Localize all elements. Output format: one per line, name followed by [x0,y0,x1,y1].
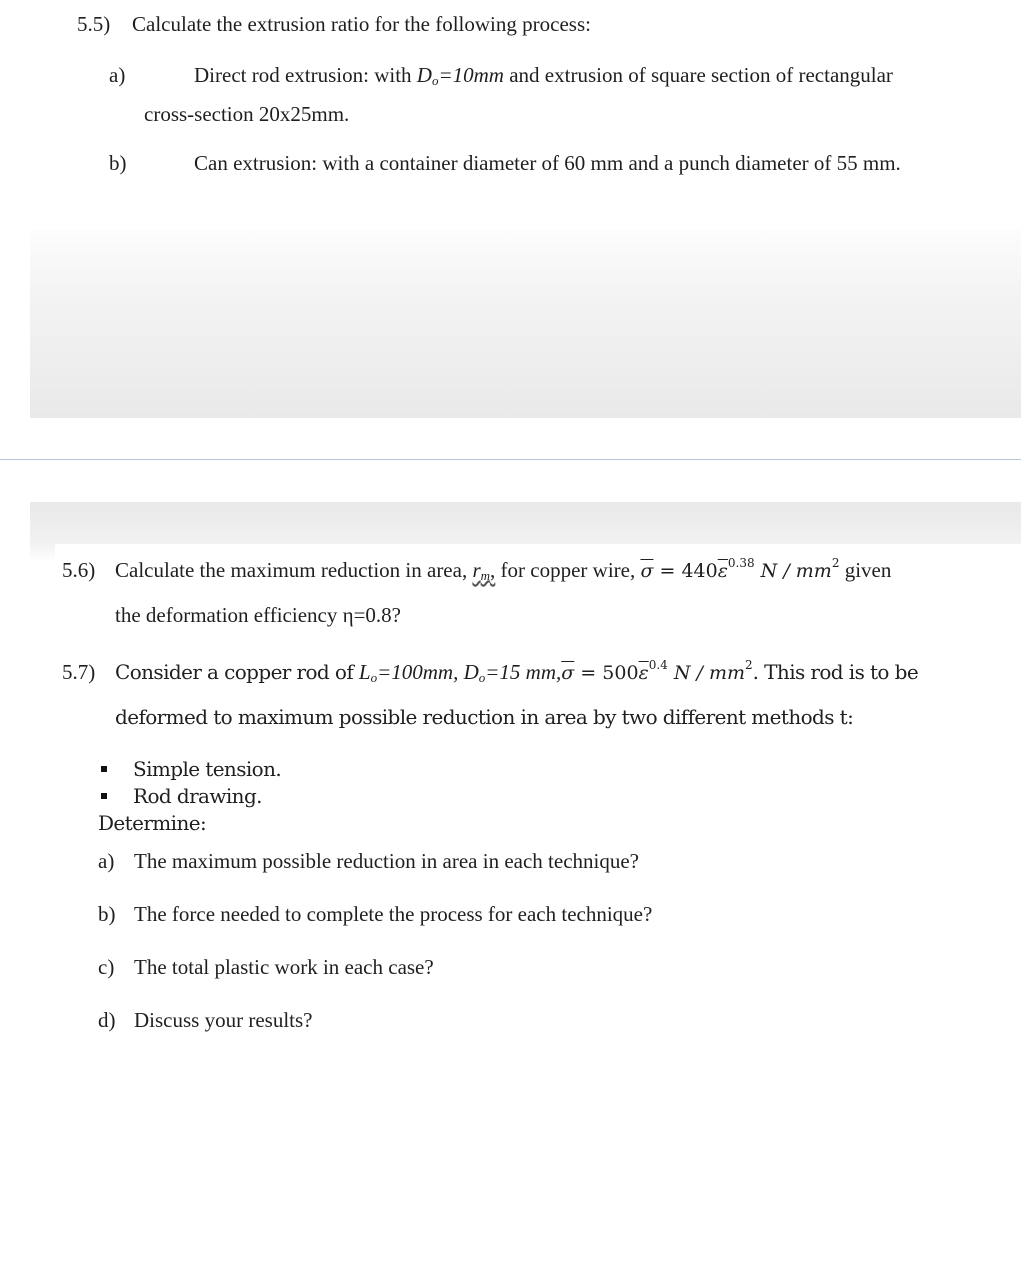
q57-line1: Consider a copper rod of $L_o=100mm$, $D_o=15$ $mm,\overline{\sigma} = 500\overline{\varepsilon}^{0.4}$ N / $mm^2$. This rod is to be [115,658,919,685]
q55-a-line2: cross-section 20x25mm. [144,102,350,126]
q55-a-line1: Direct rod extrusion: with $D_o=10mm$ and extrusion of square section of rectangular [194,63,893,88]
bullet-square-icon [101,793,107,799]
q57-item-c-text: The total plastic work in each case? [134,955,434,979]
q57-item-a-label: a) [98,849,115,873]
q57-item-c-label: c) [98,955,115,979]
q55-b-label: b) [109,151,127,175]
q56-line1: Calculate the maximum reduction in area, $r_m$, for copper wire, $\overline{\sigma} = 440\overline{\varepsilon}^{0.38}$ N / $mm^2$ given [115,556,892,583]
page-separator [0,459,1021,460]
q57-bullet-1: Simple tension. [133,757,282,781]
q55-a-label: a) [109,63,126,87]
q57-item-d-text: Discuss your results? [134,1008,313,1032]
q55-title: Calculate the extrusion ratio for the following process: [132,12,591,36]
q55-b-text: Can extrusion: with a container diameter of 60 mm and a punch diameter of 55 mm. [194,151,901,175]
q57-item-b-text: The force needed to complete the process for each technique? [134,902,653,926]
q56-line2: the deformation efficiency η=0.8? [115,603,401,627]
q56-number: 5.6) [62,558,96,582]
q57-item-d-label: d) [98,1008,116,1032]
q57-item-a-text: The maximum possible reduction in area in each technique? [134,849,639,873]
q57-determine: Determine: [98,811,207,835]
q57-line2: deformed to maximum possible reduction in area by two different methods t: [115,705,854,729]
q57-number: 5.7) [62,660,96,684]
page-two-body [55,544,1021,1244]
q55-number: 5.5) [77,12,111,36]
bullet-square-icon [101,766,107,772]
q57-item-b-label: b) [98,902,116,926]
q57-bullet-2: Rod drawing. [133,784,262,808]
